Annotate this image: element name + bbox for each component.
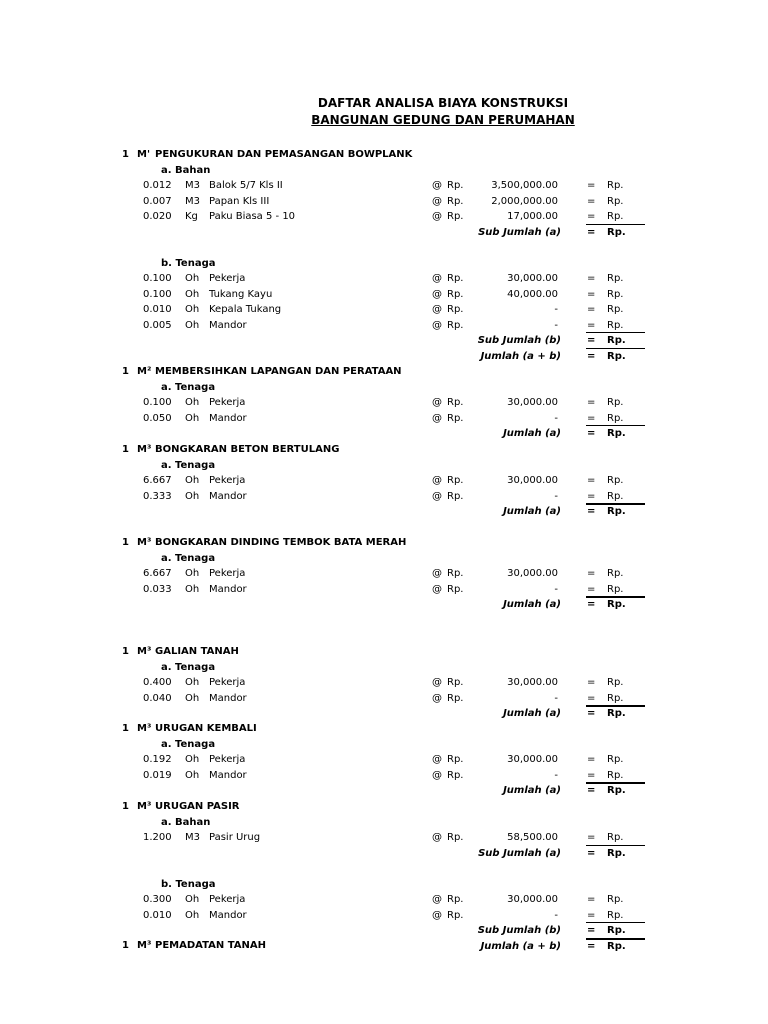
group-label-text: b. Tenaga (161, 878, 216, 890)
currency-label: Rp. (447, 211, 464, 222)
item-unit-price: 30,000.00 (507, 397, 558, 408)
item-unit: Oh (185, 397, 200, 408)
line-item (0, 178, 768, 193)
group-label (0, 551, 768, 566)
item-unit-price: - (554, 304, 558, 315)
section-number: 1 (122, 646, 129, 657)
at-sign: @ (432, 180, 442, 191)
item-coefficient: 0.020 (143, 211, 172, 222)
line-item (0, 395, 768, 410)
item-unit-price: - (554, 769, 558, 781)
line-item (0, 489, 768, 504)
section-unit: M³ (137, 801, 152, 812)
item-name: Pekerja (209, 894, 246, 905)
amount-currency: Rp. (607, 350, 626, 362)
section-number: 1 (122, 537, 129, 548)
item-unit: Oh (185, 475, 200, 486)
equals-sign: = (587, 692, 596, 704)
equals-sign: = (587, 475, 596, 486)
amount-currency: Rp. (607, 832, 624, 843)
item-unit-price: 17,000.00 (507, 211, 558, 222)
item-unit: M3 (185, 832, 200, 843)
section-title: MEMBERSIHKAN LAPANGAN DAN PERATAAN (155, 366, 402, 377)
equals-sign: = (587, 506, 596, 517)
item-unit: Oh (185, 568, 200, 579)
amount-currency: Rp. (607, 909, 624, 921)
group-label (0, 660, 768, 675)
item-name: Balok 5/7 Kls II (209, 180, 283, 191)
at-sign: @ (432, 304, 442, 315)
grand-total-label: Jumlah (a + b) (480, 350, 561, 362)
group-label-text: a. Tenaga (161, 552, 216, 564)
amount-currency: Rp. (607, 180, 624, 191)
equals-sign: = (587, 350, 596, 362)
item-coefficient: 6.667 (143, 475, 172, 486)
item-coefficient: 6.667 (143, 568, 172, 579)
at-sign: @ (432, 677, 442, 688)
equals-sign: = (587, 754, 596, 765)
item-coefficient: 0.100 (143, 397, 172, 408)
item-unit: Oh (185, 894, 200, 905)
line-item (0, 908, 768, 923)
line-item (0, 566, 768, 581)
equals-sign: = (587, 708, 596, 719)
section-unit: M³ (137, 940, 152, 951)
subtotal-label: Jumlah (a) (503, 599, 561, 610)
section-unit: M' (137, 149, 151, 160)
amount-currency: Rp. (607, 475, 624, 486)
equals-sign: = (587, 490, 596, 502)
line-item (0, 209, 768, 224)
currency-label: Rp. (447, 490, 464, 502)
item-coefficient: 0.010 (143, 909, 172, 921)
equals-sign: = (587, 288, 596, 300)
item-unit: Oh (185, 288, 200, 300)
subtotal-label: Jumlah (a) (503, 785, 561, 796)
currency-label: Rp. (447, 692, 464, 704)
item-unit-price: - (554, 692, 558, 704)
item-unit: M3 (185, 180, 200, 191)
item-unit-price: 30,000.00 (507, 475, 558, 486)
grand-total-label: Jumlah (a + b) (480, 940, 561, 952)
line-item (0, 302, 768, 317)
section-unit: M³ (137, 444, 152, 455)
equals-sign: = (587, 273, 596, 284)
equals-sign: = (587, 832, 596, 843)
amount-currency: Rp. (607, 335, 626, 346)
amount-currency: Rp. (607, 412, 624, 424)
at-sign: @ (432, 397, 442, 408)
item-name: Pekerja (209, 273, 246, 284)
amount-currency: Rp. (607, 925, 626, 936)
subtotal-row (0, 426, 768, 441)
section-unit: M³ (137, 723, 152, 734)
item-unit-price: - (554, 583, 558, 595)
amount-currency: Rp. (607, 754, 624, 765)
currency-label: Rp. (447, 475, 464, 486)
equals-sign: = (587, 785, 596, 796)
currency-label: Rp. (447, 832, 464, 843)
section-number: 1 (122, 801, 129, 812)
item-name: Mandor (209, 769, 247, 781)
equals-sign: = (587, 940, 596, 952)
grand-total-row (0, 349, 768, 364)
subtotal-row (0, 923, 768, 938)
at-sign: @ (432, 195, 442, 207)
amount-currency: Rp. (607, 428, 626, 439)
item-coefficient: 0.100 (143, 273, 172, 284)
section-heading (0, 147, 768, 162)
group-label-text: a. Tenaga (161, 459, 216, 471)
item-name: Pekerja (209, 677, 246, 688)
section-title: URUGAN KEMBALI (155, 723, 257, 734)
item-name: Mandor (209, 412, 247, 424)
item-unit: Oh (185, 583, 200, 595)
at-sign: @ (432, 754, 442, 765)
subtotal-label: Jumlah (a) (503, 506, 561, 517)
at-sign: @ (432, 692, 442, 704)
subtotal-row (0, 225, 768, 240)
section-title: PENGUKURAN DAN PEMASANGAN BOWPLANK (155, 149, 413, 160)
section-number: 1 (122, 444, 129, 455)
item-coefficient: 0.010 (143, 304, 172, 315)
equals-sign: = (587, 925, 596, 936)
section-heading (0, 938, 768, 953)
amount-currency: Rp. (607, 226, 626, 238)
amount-currency: Rp. (607, 692, 624, 704)
item-name: Pekerja (209, 568, 246, 579)
item-name: Mandor (209, 319, 247, 331)
amount-currency: Rp. (607, 940, 626, 952)
line-item (0, 194, 768, 209)
section-heading (0, 721, 768, 736)
item-unit-price: 3,500,000.00 (491, 180, 558, 191)
section-unit: M³ (137, 646, 152, 657)
group-label (0, 256, 768, 271)
at-sign: @ (432, 568, 442, 579)
item-unit: Oh (185, 677, 200, 688)
subtotal-label: Jumlah (a) (503, 708, 561, 719)
group-label-text: a. Tenaga (161, 661, 216, 673)
at-sign: @ (432, 211, 442, 222)
at-sign: @ (432, 475, 442, 486)
subtotal-row (0, 333, 768, 348)
line-item (0, 473, 768, 488)
line-item (0, 411, 768, 426)
item-unit: Oh (185, 769, 200, 781)
item-unit-price: 30,000.00 (507, 754, 558, 765)
item-unit: Oh (185, 304, 200, 315)
item-unit-price: 30,000.00 (507, 677, 558, 688)
line-item (0, 675, 768, 690)
item-name: Tukang Kayu (209, 288, 273, 300)
amount-currency: Rp. (607, 397, 624, 408)
amount-currency: Rp. (607, 211, 624, 222)
section-heading (0, 535, 768, 550)
item-unit-price: 40,000.00 (507, 288, 558, 300)
amount-currency: Rp. (607, 583, 624, 595)
equals-sign: = (587, 304, 596, 315)
group-label-text: a. Tenaga (161, 381, 216, 393)
item-name: Mandor (209, 692, 247, 704)
item-unit: Oh (185, 754, 200, 765)
line-item (0, 318, 768, 333)
currency-label: Rp. (447, 180, 464, 191)
group-label-text: b. Tenaga (161, 257, 216, 269)
section-unit: M² (137, 366, 152, 377)
section-heading (0, 644, 768, 659)
equals-sign: = (587, 428, 596, 439)
amount-currency: Rp. (607, 490, 624, 502)
group-label (0, 380, 768, 395)
currency-label: Rp. (447, 568, 464, 579)
section-unit: M³ (137, 537, 152, 548)
item-unit-price: - (554, 490, 558, 502)
section-number: 1 (122, 366, 129, 377)
item-coefficient: 0.300 (143, 894, 172, 905)
item-name: Mandor (209, 909, 247, 921)
subtotal-row (0, 504, 768, 519)
item-unit-price: - (554, 412, 558, 424)
at-sign: @ (432, 769, 442, 781)
item-unit: Kg (185, 211, 198, 222)
currency-label: Rp. (447, 288, 464, 300)
at-sign: @ (432, 832, 442, 843)
equals-sign: = (587, 894, 596, 905)
amount-currency: Rp. (607, 568, 624, 579)
section-heading (0, 364, 768, 379)
line-item (0, 271, 768, 286)
subtotal-row (0, 846, 768, 861)
equals-sign: = (587, 677, 596, 688)
subtotal-label: Jumlah (a) (503, 428, 561, 439)
currency-label: Rp. (447, 583, 464, 595)
section-heading (0, 442, 768, 457)
amount-currency: Rp. (607, 785, 626, 796)
equals-sign: = (587, 583, 596, 595)
item-unit-price: 30,000.00 (507, 894, 558, 905)
item-name: Pekerja (209, 754, 246, 765)
equals-sign: = (587, 319, 596, 331)
section-number: 1 (122, 723, 129, 734)
section-number: 1 (122, 940, 129, 951)
currency-label: Rp. (447, 769, 464, 781)
equals-sign: = (587, 412, 596, 424)
group-label (0, 815, 768, 830)
at-sign: @ (432, 319, 442, 331)
line-item (0, 287, 768, 302)
section-number: 1 (122, 149, 129, 160)
subtotal-row (0, 706, 768, 721)
item-unit-price: 2,000,000.00 (491, 195, 558, 207)
section-title: GALIAN TANAH (155, 646, 239, 657)
item-name: Mandor (209, 583, 247, 595)
line-item (0, 830, 768, 845)
item-unit: Oh (185, 692, 200, 704)
amount-currency: Rp. (607, 319, 624, 331)
item-coefficient: 0.019 (143, 769, 172, 781)
line-item (0, 892, 768, 907)
item-unit: Oh (185, 273, 200, 284)
item-coefficient: 0.012 (143, 180, 172, 191)
at-sign: @ (432, 412, 442, 424)
currency-label: Rp. (447, 909, 464, 921)
equals-sign: = (587, 397, 596, 408)
item-name: Kepala Tukang (209, 304, 282, 315)
amount-currency: Rp. (607, 847, 626, 859)
amount-currency: Rp. (607, 506, 626, 517)
item-unit: Oh (185, 319, 200, 331)
item-name: Pekerja (209, 397, 246, 408)
currency-label: Rp. (447, 195, 464, 207)
item-unit-price: - (554, 909, 558, 921)
equals-sign: = (587, 599, 596, 610)
item-unit-price: 58,500.00 (507, 832, 558, 843)
item-unit: M3 (185, 195, 200, 207)
amount-currency: Rp. (607, 195, 624, 207)
equals-sign: = (587, 195, 596, 207)
equals-sign: = (587, 226, 596, 238)
group-label-text: a. Bahan (161, 816, 211, 828)
item-name: Mandor (209, 490, 247, 502)
at-sign: @ (432, 894, 442, 905)
at-sign: @ (432, 583, 442, 595)
amount-currency: Rp. (607, 677, 624, 688)
amount-currency: Rp. (607, 769, 624, 781)
item-coefficient: 0.192 (143, 754, 172, 765)
section-title: BONGKARAN BETON BERTULANG (155, 444, 340, 455)
currency-label: Rp. (447, 754, 464, 765)
item-coefficient: 1.200 (143, 832, 172, 843)
item-name: Paku Biasa 5 - 10 (209, 211, 296, 222)
item-unit-price: 30,000.00 (507, 568, 558, 579)
item-unit: Oh (185, 490, 200, 502)
at-sign: @ (432, 909, 442, 921)
section-title: PEMADATAN TANAH (155, 940, 267, 951)
page-subtitle: BANGUNAN GEDUNG DAN PERUMAHAN (311, 113, 575, 127)
amount-currency: Rp. (607, 288, 624, 300)
item-coefficient: 0.040 (143, 692, 172, 704)
subtotal-row (0, 597, 768, 612)
currency-label: Rp. (447, 304, 464, 315)
currency-label: Rp. (447, 319, 464, 331)
equals-sign: = (587, 180, 596, 191)
group-label (0, 737, 768, 752)
equals-sign: = (587, 769, 596, 781)
item-coefficient: 0.333 (143, 490, 172, 502)
subtotal-label: Sub Jumlah (b) (477, 925, 561, 936)
amount-currency: Rp. (607, 304, 624, 315)
item-unit-price: - (554, 319, 558, 331)
currency-label: Rp. (447, 677, 464, 688)
at-sign: @ (432, 273, 442, 284)
item-unit: Oh (185, 909, 200, 921)
currency-label: Rp. (447, 273, 464, 284)
currency-label: Rp. (447, 894, 464, 905)
section-title: BONGKARAN DINDING TEMBOK BATA MERAH (155, 537, 407, 548)
equals-sign: = (587, 568, 596, 579)
section-title: URUGAN PASIR (155, 801, 240, 812)
subtotal-label: Sub Jumlah (a) (478, 226, 561, 238)
group-label (0, 877, 768, 892)
subtotal-label: Sub Jumlah (b) (477, 335, 561, 346)
page-title: DAFTAR ANALISA BIAYA KONSTRUKSI (317, 96, 569, 110)
item-coefficient: 0.007 (143, 195, 172, 207)
subtotal-row (0, 783, 768, 798)
line-item (0, 752, 768, 767)
amount-currency: Rp. (607, 894, 624, 905)
amount-currency: Rp. (607, 273, 624, 284)
equals-sign: = (587, 847, 596, 859)
item-coefficient: 0.100 (143, 288, 172, 300)
line-item (0, 582, 768, 597)
item-name: Papan Kls III (209, 195, 270, 207)
line-item (0, 768, 768, 783)
group-label (0, 163, 768, 178)
equals-sign: = (587, 211, 596, 222)
group-label-text: a. Tenaga (161, 738, 216, 750)
item-unit: Oh (185, 412, 200, 424)
item-coefficient: 0.005 (143, 319, 172, 331)
at-sign: @ (432, 490, 442, 502)
currency-label: Rp. (447, 412, 464, 424)
line-item (0, 691, 768, 706)
currency-label: Rp. (447, 397, 464, 408)
amount-currency: Rp. (607, 708, 626, 719)
equals-sign: = (587, 909, 596, 921)
item-name: Pasir Urug (209, 832, 261, 843)
item-name: Pekerja (209, 475, 246, 486)
group-label-text: a. Bahan (161, 164, 211, 176)
subtotal-label: Sub Jumlah (a) (478, 847, 561, 859)
equals-sign: = (587, 335, 596, 346)
at-sign: @ (432, 288, 442, 300)
item-unit-price: 30,000.00 (507, 273, 558, 284)
item-coefficient: 0.050 (143, 412, 172, 424)
item-coefficient: 0.400 (143, 677, 172, 688)
section-heading (0, 799, 768, 814)
amount-currency: Rp. (607, 599, 626, 610)
group-label (0, 458, 768, 473)
item-coefficient: 0.033 (143, 583, 172, 595)
